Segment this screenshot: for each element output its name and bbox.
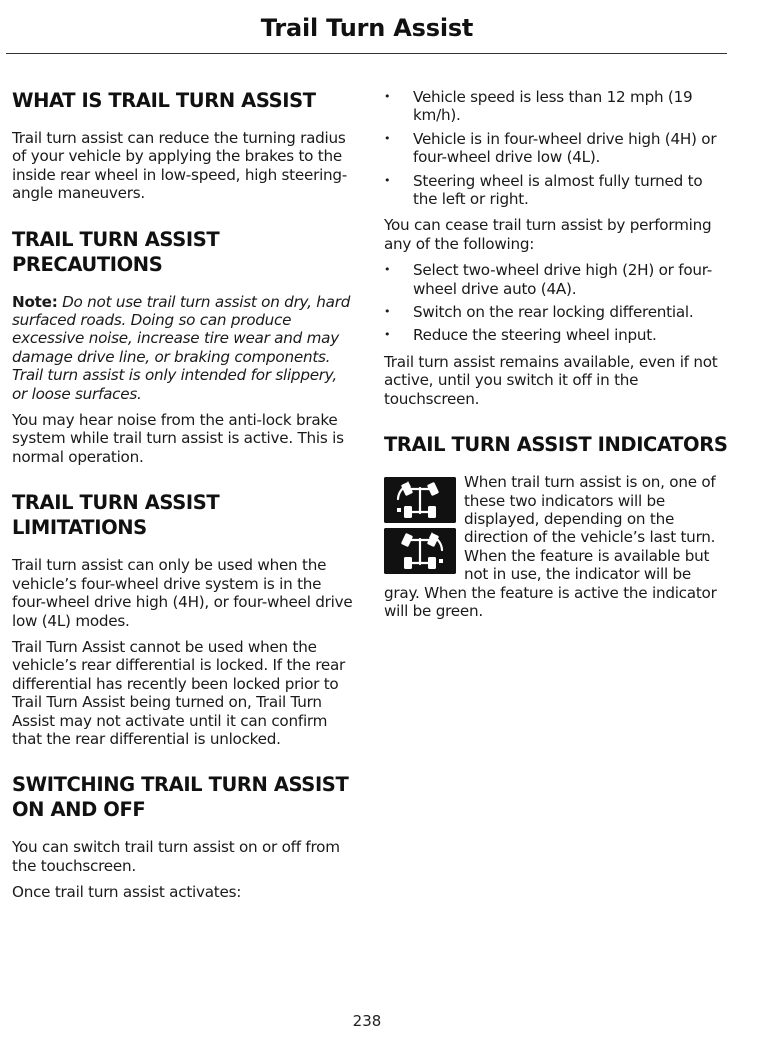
- list-item-text: Switch on the rear locking differential.: [413, 303, 694, 322]
- limitations-body-2: Trail Turn Assist cannot be used when the vehicle’s rear differential is locked. If the rear differential has recently been locked prior to Trail Turn Assist being turned on, Trail Turn Assist may not activate until it can confirm that the rear differential is unlocked.: [12, 637, 346, 748]
- bullet-icon: •: [384, 173, 391, 187]
- bullet-icon: •: [384, 305, 391, 319]
- section-precautions: [12, 227, 354, 467]
- cease-conditions-list: [384, 261, 729, 345]
- note-text: Do not use trail turn assist on dry, hard surfaced roads. Doing so can produce excessive noise, increase tire wear and may damage drive line, or braking components. Trail turn assist is only intended for slippery, or loose surfaces.: [12, 292, 351, 403]
- precautions-note: [12, 293, 354, 403]
- list-item: [384, 326, 729, 344]
- switching-body-2: Once trail turn assist activates:: [12, 883, 242, 902]
- bullet-icon: •: [384, 328, 391, 342]
- list-item-text: Vehicle is in four-wheel drive high (4H) or four-wheel drive low (4L).: [413, 129, 717, 167]
- bullet-icon: •: [384, 263, 391, 277]
- section-heading-limitations: TRAIL TURN ASSIST LIMITATIONS: [12, 491, 220, 540]
- limitations-body-1: Trail turn assist can only be used when the vehicle’s four-wheel drive system is in the four-wheel drive high (4H), or four-wheel drive low (4L) modes.: [12, 556, 353, 630]
- list-item: [384, 130, 729, 167]
- section-heading-switching: SWITCHING TRAIL TURN ASSIST ON AND OFF: [12, 773, 349, 822]
- header-divider: [6, 53, 727, 54]
- list-item-text: Select two-wheel drive high (2H) or four-wheel drive auto (4A).: [413, 261, 712, 298]
- list-item: [384, 303, 729, 321]
- list-item-text: Vehicle speed is less than 12 mph (19 km/h).: [413, 88, 693, 125]
- trail-turn-right-indicator-icon: [384, 528, 456, 574]
- what-is-body: Trail turn assist can reduce the turning radius of your vehicle by applying the brakes to the inside rear wheel in low-speed, high steering-angle maneuvers.: [12, 129, 348, 203]
- list-item: [384, 88, 729, 125]
- right-column: [384, 88, 729, 620]
- bullet-icon: •: [384, 131, 391, 145]
- switching-body-1: You can switch trail turn assist on or off from the touchscreen.: [12, 838, 340, 875]
- section-indicators: [384, 432, 729, 620]
- list-item-text: Reduce the steering wheel input.: [413, 326, 657, 345]
- trail-turn-left-indicator-icon: [384, 477, 456, 523]
- indicator-icon-stack: [384, 477, 456, 579]
- section-what-is: [12, 88, 354, 203]
- section-heading-indicators: TRAIL TURN ASSIST INDICATORS: [384, 433, 728, 457]
- section-heading-precautions: TRAIL TURN ASSIST PRECAUTIONS: [12, 227, 220, 276]
- cease-intro: You can cease trail turn assist by performing any of the following:: [384, 216, 712, 253]
- list-item: [384, 261, 729, 298]
- list-item-text: Steering wheel is almost fully turned to the left or right.: [413, 171, 703, 209]
- section-heading-what-is: WHAT IS TRAIL TURN ASSIST: [12, 89, 316, 112]
- left-column: [12, 88, 354, 910]
- note-label: Note:: [12, 292, 58, 311]
- bullet-icon: •: [384, 90, 391, 103]
- list-item: [384, 172, 729, 209]
- precautions-body: You may hear noise from the anti-lock brake system while trail turn assist is active. This is normal operation.: [12, 411, 344, 466]
- page-header-title: Trail Turn Assist: [260, 14, 474, 42]
- indicators-body: When trail turn assist is on, one of these two indicators will be displayed, depending on the direction of the vehicle’s last turn. When the feature is available but not in use, the indicator will be gray. When the feature is active the indicator will be green.: [384, 473, 717, 620]
- activation-conditions-list: [384, 88, 729, 208]
- section-switching: [12, 772, 354, 901]
- section-limitations: [12, 490, 354, 748]
- indicator-block: [384, 473, 729, 620]
- page-number: 238: [352, 1012, 382, 1030]
- availability-text: Trail turn assist remains available, even if not active, until you switch it off in the touchscreen.: [384, 352, 718, 408]
